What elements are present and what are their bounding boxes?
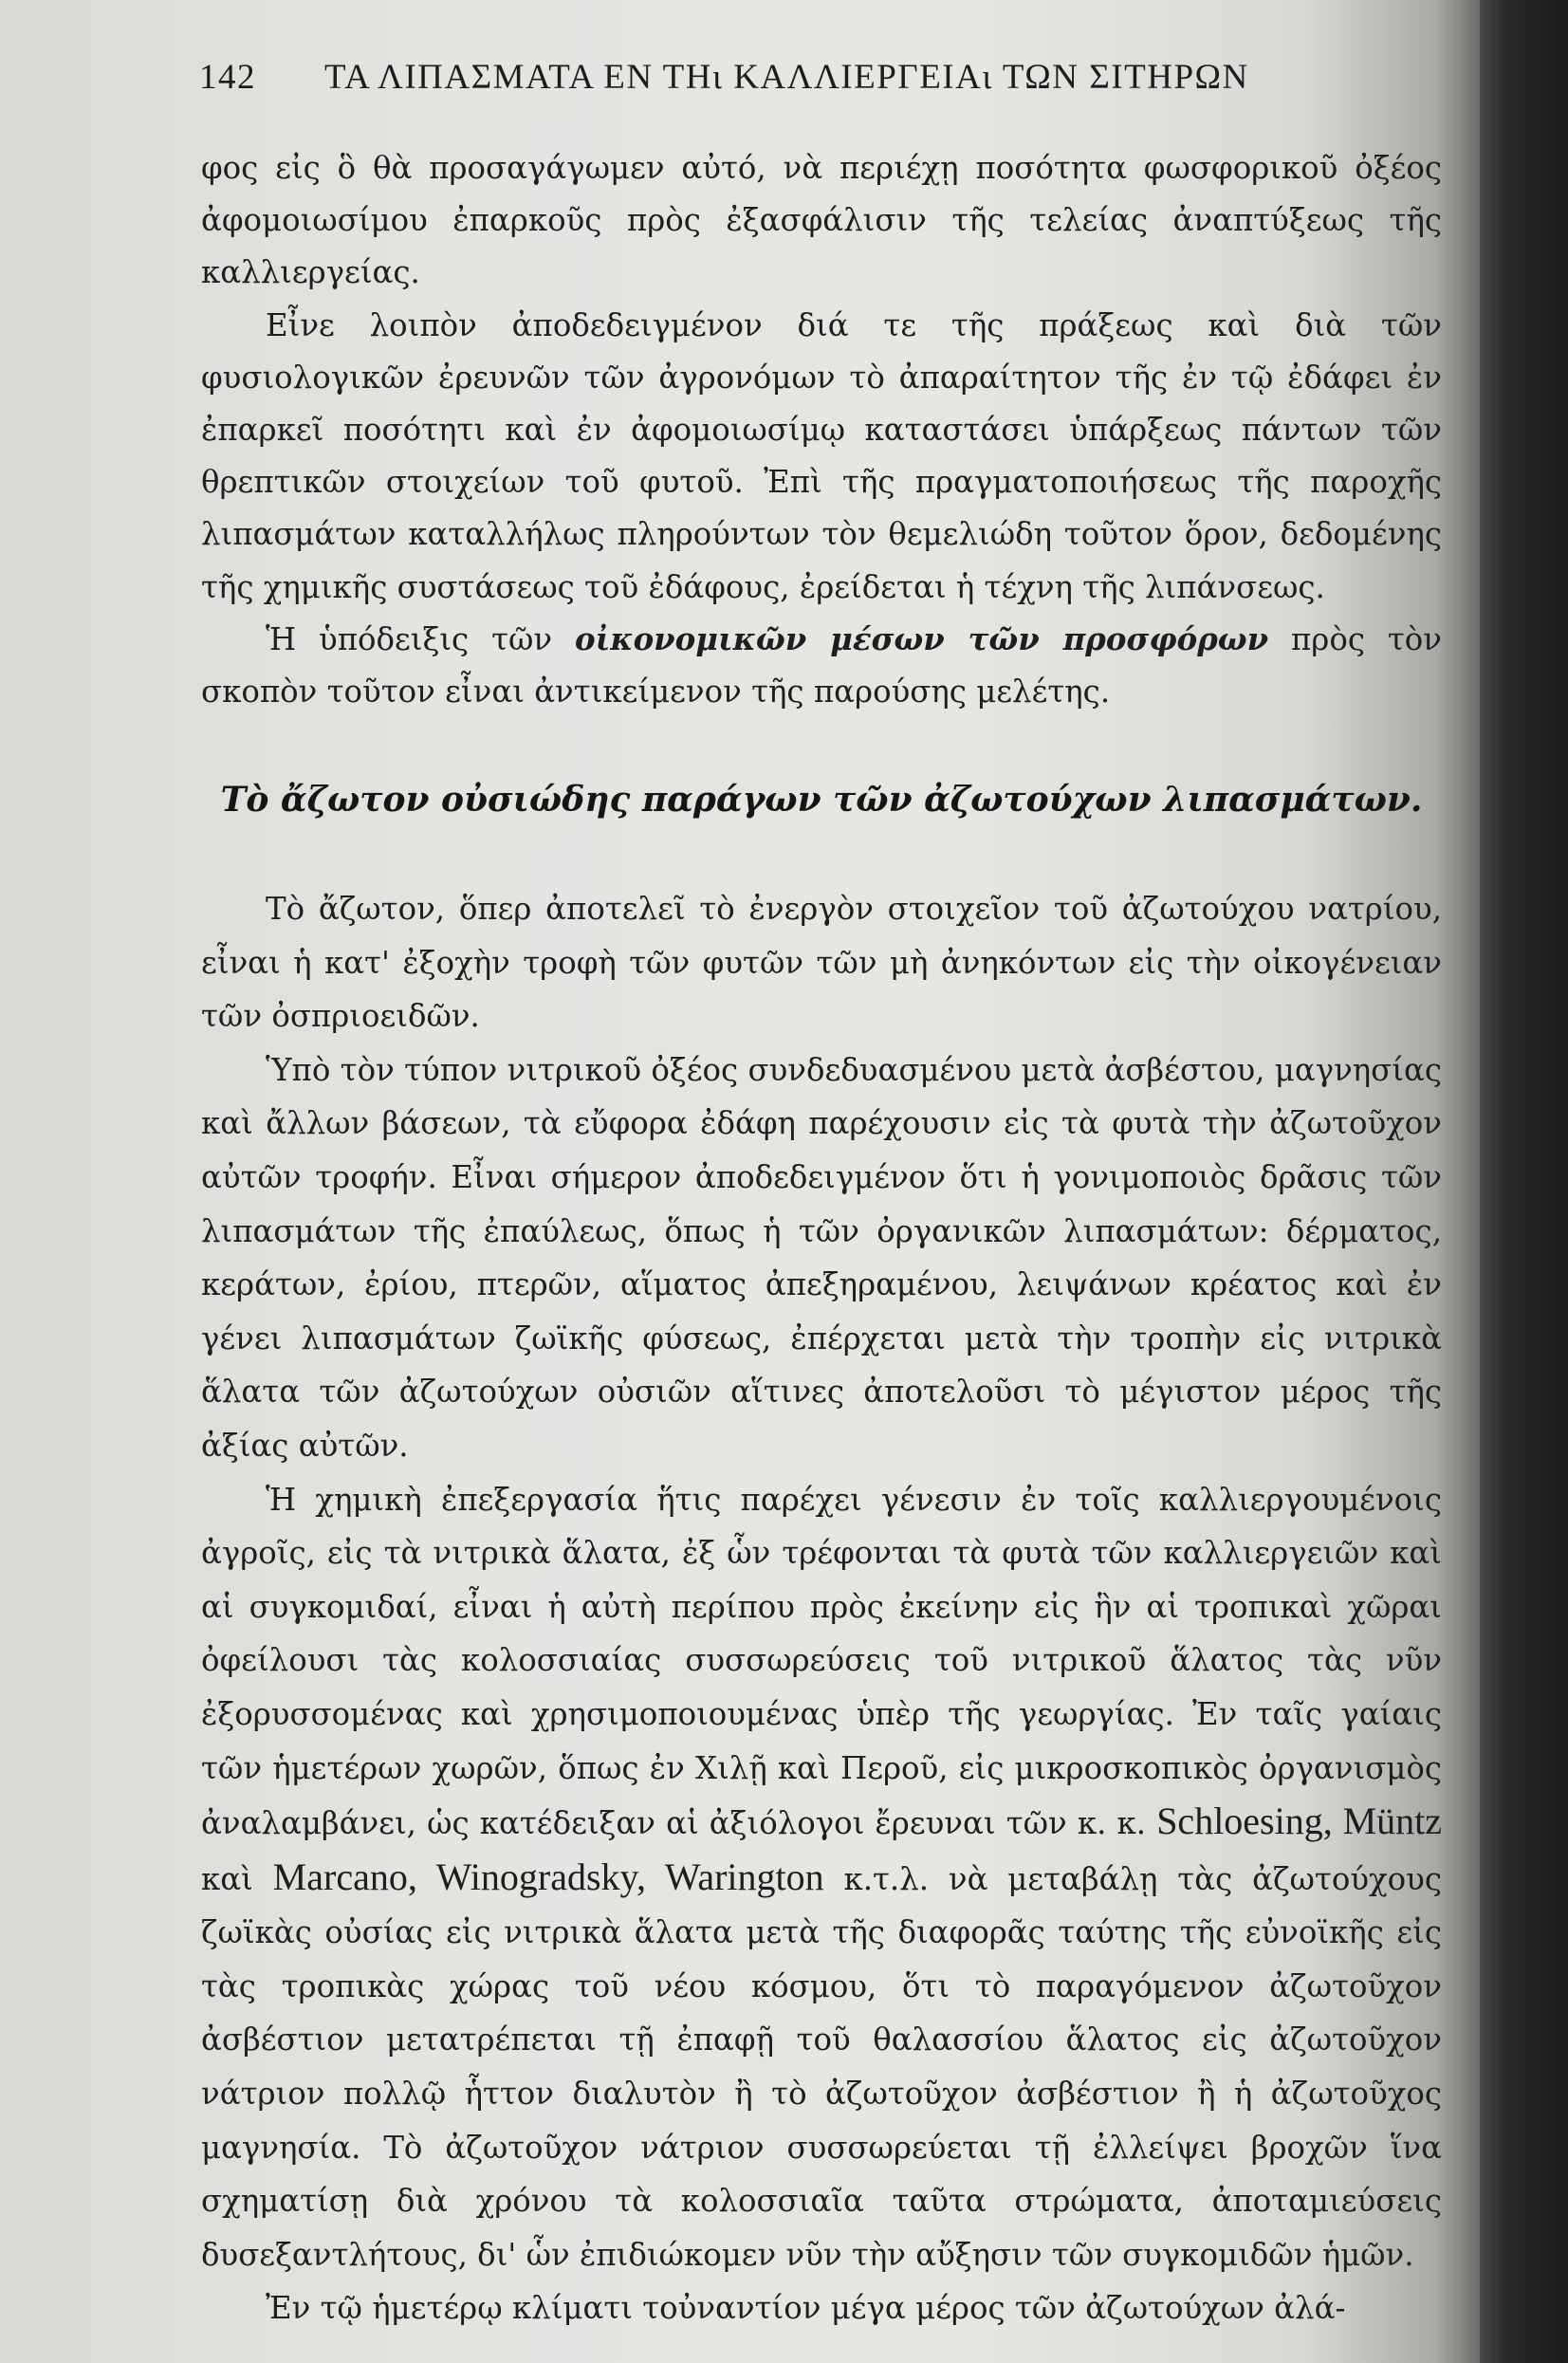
paragraph: Εἶνε λοιπὸν ἀποδεδειγμένον διά τε τῆς πράξεως καὶ διὰ τῶν φυσιολογικῶν ἐρευνῶν τῶν ἀγρονόμων τὸ ἀπαραίτητον τῆς ἐν τῷ ἐδάφει ἐν ἐπαρκεῖ ποσότητι καὶ ἐν ἀφομοιωσίμῳ καταστάσει ὑπάρξεως πάντων τῶν θρεπτικῶν στοιχείων τοῦ φυτοῦ. Ἐπὶ τῆς πραγματοποιήσεως τῆς παροχῆς λιπασμάτων καταλλήλως πληρούντων τὸν θεμελιώδη τοῦτον ὅρον, δεδομένης τῆς χημικῆς συστάσεως τοῦ ἐδάφους, ἐρείδεται ἡ τέχνη τῆς λιπάνσεως.: [201, 306, 1442, 605]
paragraph: Ὑπὸ τὸν τύπον νιτρικοῦ ὀξέος συνδεδυασμένου μετὰ ἀσβέστου, μαγνησίας καὶ ἄλλων βάσεων, τὰ εὔφορα ἐδάφη παρέχουσιν εἰς τὰ φυτὰ τὴν ἀζωτοῦχον αὐτῶν τροφήν. Εἶναι σήμερον ἀποδεδειγμένον ὅτι ἡ γονιμοποιὸς δρᾶσις τῶν λιπασμάτων τῆς ἐπαύλεως, ὅπως ἡ τῶν ὀργανικῶν λιπασμάτων: δέρματος, κεράτων, ἐρίου, πτερῶν, αἵματος ἀπεξηραμένου, λειψάνων κρέατος καὶ ἐν γένει λιπασμάτων ζωϊκῆς φύσεως, ἐπέρχεται μετὰ τὴν τροπὴν εἰς νιτρικὰ ἅλατα τῶν ἀζωτούχων οὐσιῶν αἵτινες ἀποτελοῦσι τὸ μέγιστον μέρος τῆς ἀξίας αὐτῶν.: [201, 1051, 1442, 1464]
text-run: Ἡ ὑπόδειξις τῶν: [266, 620, 576, 657]
paragraph: Ἐν τῷ ἡμετέρῳ κλίματι τοὐναντίον μέγα μέρος τῶν ἀζωτούχων ἀλά-: [266, 2290, 1346, 2327]
paragraph: Τὸ ἄζωτον, ὅπερ ἀποτελεῖ τὸ ἐνεργὸν στοιχεῖον τοῦ ἀζωτούχου νατρίου, εἶναι ἡ κατ' ἐξοχὴν τροφὴ τῶν φυτῶν τῶν μὴ ἀνηκόντων εἰς τὴν οἰκογένειαν τῶν ὀσπριοειδῶν.: [201, 891, 1442, 1035]
latin-names: Schloesing, Müntz: [1156, 1800, 1442, 1843]
text-run: Ἡ χημικὴ ἐπεξεργασία ἥτις παρέχει γένεσιν ἐν τοῖς καλλιεργουμένοις ἀγροῖς, εἰς τὰ νιτρικὰ ἅλατα, ἐξ ὧν τρέφονται τὰ φυτὰ τῶν καλλιεργειῶν καὶ αἱ συγκομιδαί, εἶναι ἡ αὐτὴ περίπου πρὸς ἐκείνην εἰς ἣν αἱ τροπικαὶ χῶραι ὀφείλουσι τὰς κολοσσιαίας συσσωρεύσεις τοῦ νιτρικοῦ ἅλατος τὰς νῦν ἐξορυσσομένας καὶ χρησιμοποιουμένας ὑπὲρ τῆς γεωργίας. Ἐν ταῖς γαίαις τῶν ἡμετέρων χωρῶν, ὅπως ἐν Χιλῇ καὶ Περοῦ, εἰς μικροσκοπικὸς ὀργανισμὸς ἀναλαμβάνει, ὡς κατέδειξαν αἱ ἀξιόλογοι ἔρευναι τῶν κ. κ.: [201, 1481, 1442, 1842]
section-heading: Τὸ ἄζωτον οὐσιώδης παράγων τῶν ἀζωτούχων λιπασμάτων.: [220, 780, 1423, 820]
nitrogen-section: [201, 882, 1442, 2335]
latin-names: Marcano, Winogradsky, Warington: [272, 1855, 824, 1898]
paragraph: [201, 614, 1442, 718]
text-run: πρὸς τὸν σκοπὸν τοῦτον εἶναι ἀντικείμενον τῆς παρούσης μελέτης.: [201, 620, 1442, 711]
text-run: κ.τ.λ. νὰ μεταβάλῃ τὰς ἀζωτούχους ζωϊκὰς οὐσίας εἰς νιτρικὰ ἅλατα μετὰ τῆς διαφορᾶς ταύτης τῆς εὐνοϊκῆς εἰς τὰς τροπικὰς χώρας τοῦ νέου κόσμου, ὅτι τὸ παραγόμενον ἀζωτοῦχον ἀσβέστιον μετατρέπεται τῇ ἐπαφῇ τοῦ θαλασσίου ἅλατος εἰς ἀζωτοῦχον νάτριον πολλῷ ἧττον διαλυτὸν ἢ τὸ ἀζωτοῦχον ἀσβέστιον ἢ ἡ ἀζωτοῦχος μαγνησία. Τὸ ἀζωτοῦχον νάτριον συσσωρεύεται τῇ ἐλλείψει βροχῶν ἵνα σχηματίσῃ διὰ χρόνου τὰ κολοσσιαῖα ταῦτα στρώματα, ἀποταμιεύσεις δυσεξαντλήτους, δι' ὧν ἐπιδιώκομεν νῦν τὴν αὔξησιν τῶν συγκομιδῶν ἡμῶν.: [201, 1860, 1442, 2273]
opening-section: [201, 142, 1442, 718]
paragraph-continuation: φος εἰς ὃ θὰ προσαγάγωμεν αὐτό, νὰ περιέχῃ ποσότητα φωσφορικοῦ ὀξέος ἀφομοιωσίμου ἐπαρκοῦς πρὸς ἐξασφάλισιν τῆς τελείας ἀναπτύξεως τῆς καλλιεργείας.: [201, 150, 1442, 291]
emphasized-text: οἰκονομικῶν μέσων τῶν προσφόρων: [575, 620, 1269, 657]
running-title: ΤΑ ΛΙΠΑΣΜΑΤΑ ΕΝ ΤΗι ΚΑΛΛΙΕΡΓΕΙΑι ΤΩΝ ΣΙΤΗΡΩΝ: [324, 58, 1249, 97]
paragraph: [201, 1473, 1442, 2282]
text-run: καὶ: [201, 1860, 273, 1897]
binding-shadow: [1480, 0, 1568, 2363]
page-number: 142: [199, 58, 256, 97]
